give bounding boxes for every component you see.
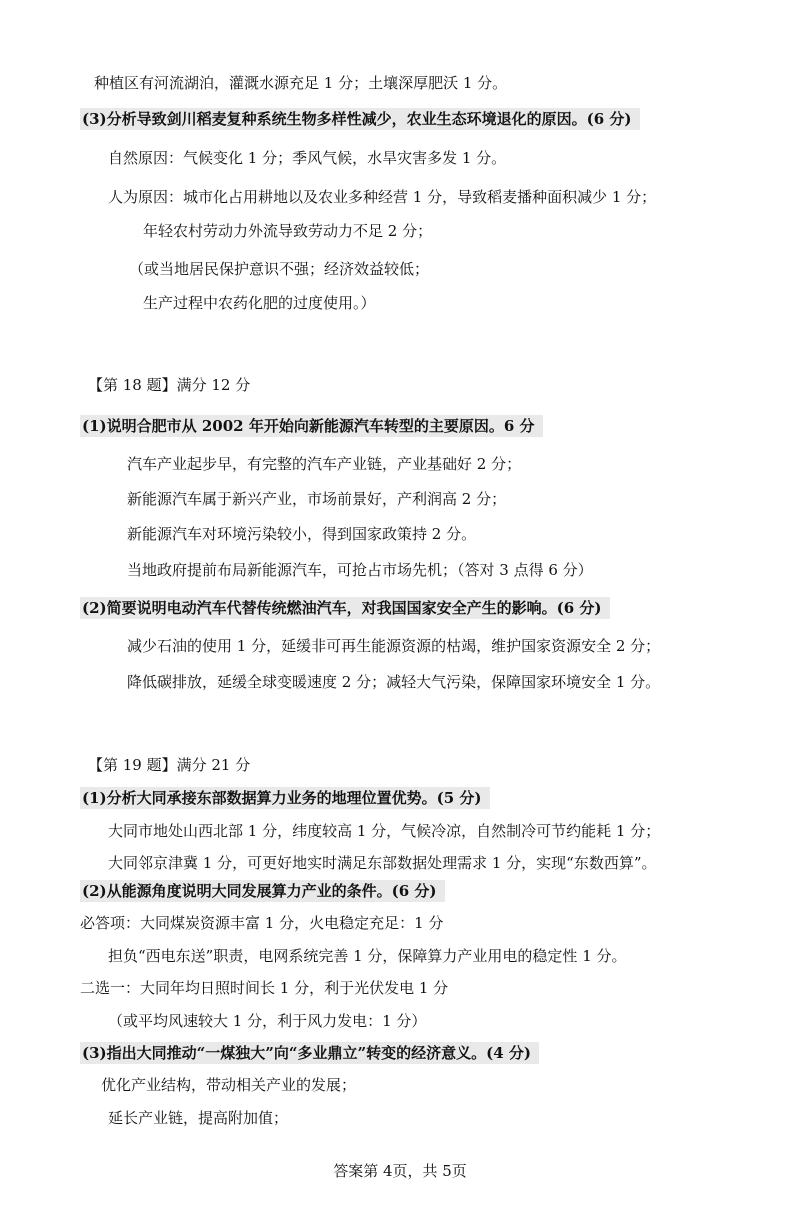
question-18-2-heading: (2)简要说明电动汽车代替传统燃油汽车，对我国国家安全产生的影响。(6 分) — [80, 597, 610, 619]
question-3-heading: (3)分析导致剑川稻麦复种系统生物多样性减少，农业生态环境退化的原因。(6 分) — [80, 108, 640, 130]
answer-line: 生产过程中农药化肥的过度使用。） — [143, 294, 376, 312]
answer-line: 自然原因：气候变化 1 分；季风气候，水旱灾害多发 1 分。 — [108, 149, 507, 167]
question-19-1-heading: (1)分析大同承接东部数据算力业务的地理位置优势。(5 分) — [80, 787, 490, 809]
question-18-header: 【第 18 题】满分 12 分 — [88, 376, 251, 394]
answer-line: 新能源汽车属于新兴产业，市场前景好，产利润高 2 分； — [127, 490, 507, 508]
question-19-3-heading: (3)指出大同推动“一煤独大”向“多业鼎立”转变的经济意义。(4 分) — [80, 1042, 539, 1064]
answer-line: 降低碳排放，延缓全球变暖速度 2 分；减轻大气污染，保障国家环境安全 1 分。 — [127, 673, 661, 691]
question-19-2-heading: (2)从能源角度说明大同发展算力产业的条件。(6 分) — [80, 880, 445, 902]
answer-line: 大同邻京津冀 1 分，可更好地实时满足东部数据处理需求 1 分，实现“东数西算”。 — [108, 854, 657, 872]
answer-line: 必答项：大同煤炭资源丰富 1 分，火电稳定充足：1 分 — [80, 914, 444, 932]
question-19-header: 【第 19 题】满分 21 分 — [88, 756, 251, 774]
page-footer: 答案第 4页，共 5页 — [333, 1162, 467, 1180]
answer-line: 延长产业链，提高附加值； — [108, 1109, 289, 1127]
answer-line: 大同市地处山西北部 1 分，纬度较高 1 分，气候冷凉，自然制冷可节约能耗 1 分； — [108, 822, 661, 840]
answer-line: 优化产业结构，带动相关产业的发展； — [101, 1076, 357, 1094]
question-18-1-heading: (1)说明合肥市从 2002 年开始向新能源汽车转型的主要原因。6 分 — [80, 415, 543, 437]
answer-line: 当地政府提前布局新能源汽车，可抢占市场先机；（答对 3 点得 6 分） — [127, 561, 593, 579]
answer-line: 人为原因：城市化占用耕地以及农业多种经营 1 分，导致稻麦播种面积减少 1 分； — [108, 188, 657, 206]
answer-line: 二选一：大同年均日照时间长 1 分，利于光伏发电 1 分 — [80, 979, 449, 997]
answer-line: 种植区有河流湖泊，灌溉水源充足 1 分；土壤深厚肥沃 1 分。 — [94, 74, 508, 92]
answer-line: 减少石油的使用 1 分，延缓非可再生能源资源的枯竭，维护国家资源安全 2 分； — [127, 637, 661, 655]
answer-line: （或当地居民保护意识不强；经济效益较低； — [129, 260, 430, 278]
answer-line: 汽车产业起步早，有完整的汽车产业链，产业基础好 2 分； — [127, 455, 522, 473]
answer-line: 年轻农村劳动力外流导致劳动力不足 2 分； — [143, 222, 433, 240]
answer-line: （或平均风速较大 1 分，利于风力发电：1 分） — [108, 1012, 427, 1030]
answer-line: 担负“西电东送”职责，电网系统完善 1 分，保障算力产业用电的稳定性 1 分。 — [108, 947, 627, 965]
answer-line: 新能源汽车对环境污染较小，得到国家政策持 2 分。 — [127, 525, 477, 543]
